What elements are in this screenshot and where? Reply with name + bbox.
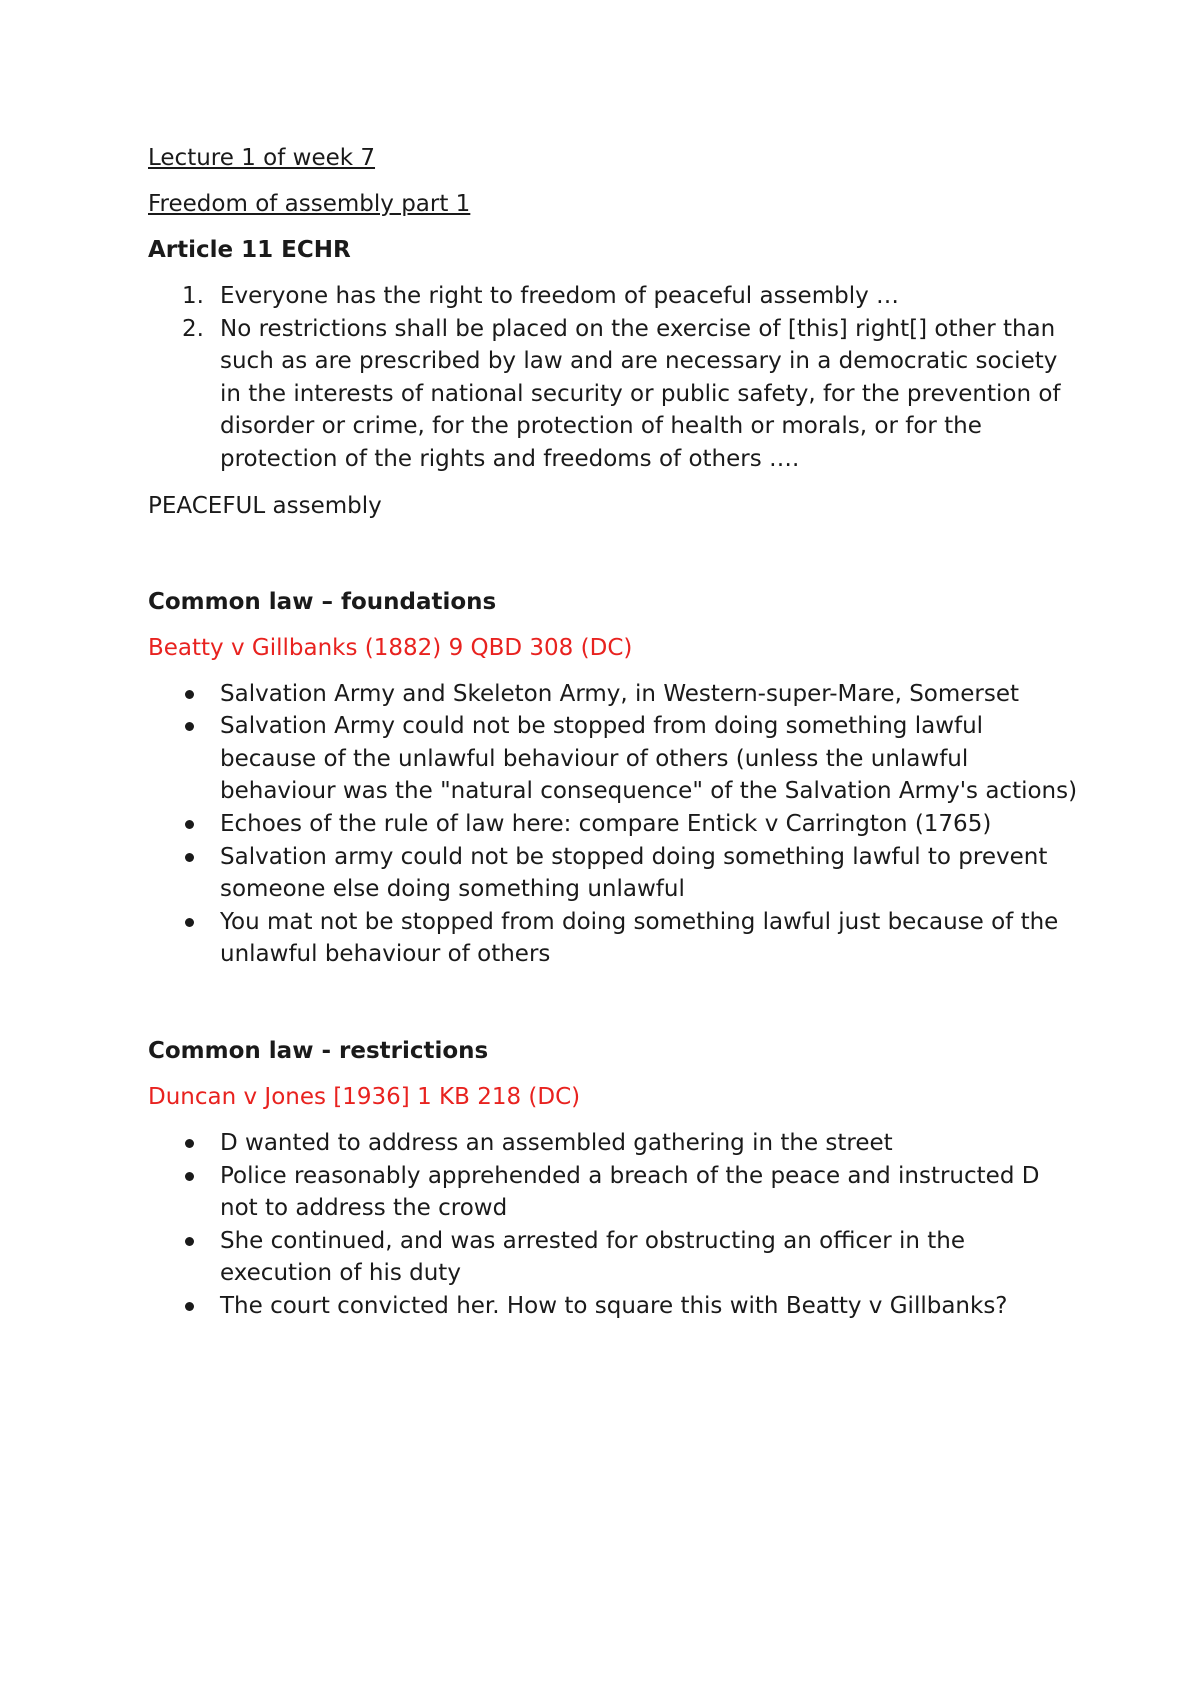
article-numbered-list [148, 280, 1080, 476]
list-item [220, 906, 1080, 971]
peaceful-note: PEACEFUL assembly [148, 492, 382, 519]
case-citation: Beatty v Gillbanks (1882) 9 QBD 308 (DC) [148, 634, 633, 661]
list-item-text: She continued, and was arrested for obstructing an officer in the execution of his duty [220, 1227, 966, 1287]
section-restrictions [148, 1035, 1080, 1323]
list-item-text: Everyone has the right to freedom of peaceful assembly … [220, 283, 900, 309]
list-item-text: Salvation army could not be stopped doing something lawful to prevent someone else doing something unlawful [220, 843, 1048, 903]
list-item-text: Police reasonably apprehended a breach of the peace and instructed D not to address the crowd [220, 1162, 1040, 1222]
list-item [220, 1127, 1080, 1160]
bullet-icon [185, 1172, 194, 1181]
article-heading: Article 11 ECHR [148, 237, 351, 263]
section-spacer [148, 971, 1080, 1035]
section-heading: Common law – foundations [148, 588, 497, 615]
bullet-icon [185, 722, 194, 731]
list-item [220, 1290, 1080, 1323]
section-heading: Common law - restrictions [148, 1037, 489, 1064]
list-item [182, 313, 1080, 476]
bullet-icon [185, 1302, 194, 1311]
list-item-text: No restrictions shall be placed on the exercise of [this] right[] other than such as are prescribed by law and are necessary in a democratic society in the interests of national security or public safety, for the prevention of disorder or crime, for the protection of health or morals, or for the protection of the rights and freedoms of others …. [220, 315, 1061, 472]
bullet-icon [185, 820, 194, 829]
lecture-title: Lecture 1 of week 7 [148, 145, 376, 171]
list-number: 1. [182, 283, 204, 309]
bullet-icon [185, 853, 194, 862]
list-item [220, 1160, 1080, 1225]
list-number: 2. [182, 315, 204, 342]
list-item [220, 841, 1080, 906]
bullet-list [148, 678, 1080, 971]
bullet-icon [185, 690, 194, 699]
case-citation: Duncan v Jones [1936] 1 KB 218 (DC) [148, 1083, 581, 1110]
list-item [220, 710, 1080, 808]
list-item [182, 280, 1080, 313]
section-foundations [148, 586, 1080, 971]
list-item-text: Salvation Army could not be stopped from doing something lawful because of the unlawful behaviour of others (unless the unlawful behaviour was the "natural consequence" of the Salvation Army's actions) [220, 713, 1078, 805]
part-title: Freedom of assembly part 1 [148, 191, 471, 217]
bullet-icon [185, 1237, 194, 1246]
list-item [220, 1225, 1080, 1290]
bullet-icon [185, 918, 194, 927]
list-item [220, 808, 1080, 841]
list-item-text: Salvation Army and Skeleton Army, in Western-super-Mare, Somerset [220, 680, 1020, 707]
list-item-text: The court convicted her. How to square this with Beatty v Gillbanks? [220, 1292, 1008, 1319]
list-item-text: D wanted to address an assembled gathering in the street [220, 1129, 893, 1156]
list-item-text: Echoes of the rule of law here: compare Entick v Carrington (1765) [220, 810, 992, 837]
bullet-icon [185, 1139, 194, 1148]
list-item-text: You mat not be stopped from doing something lawful just because of the unlawful behaviour of others [220, 908, 1059, 968]
bullet-list [148, 1127, 1080, 1323]
list-item [220, 678, 1080, 711]
